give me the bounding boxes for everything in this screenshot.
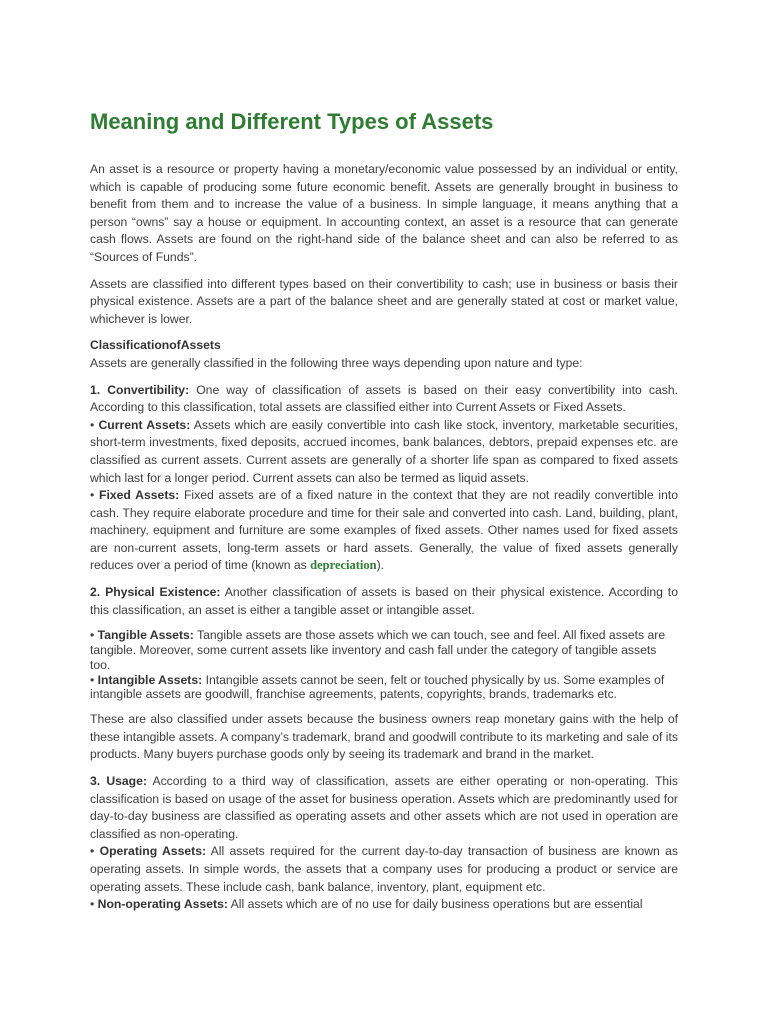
physical-existence-text: Another classification of assets is based on their physical existence. According to this classification, an asset is either a tangible asset or intangible asset.	[90, 585, 678, 617]
bullet-glyph: •	[90, 417, 95, 432]
convertibility-section	[90, 382, 678, 576]
intro-paragraph-2: Assets are classified into different types based on their convertibility to cash; use in business or basis their physical existence. Assets are a part of the balance sheet and are generally stated at cost or market value, whichever is lower.	[90, 276, 678, 326]
bullet-glyph: •	[90, 628, 95, 643]
physical-existence-label: 2. Physical Existence:	[90, 585, 221, 600]
tangible-assets-text: Tangible assets are those assets which we can touch, see and feel. All fixed assets are tangible. Moreover, some current assets like inventory and cash fall under the category of tangible assets too.	[90, 628, 666, 672]
operating-assets-label: Operating Assets:	[99, 844, 207, 859]
tangible-intangible-list	[90, 628, 678, 702]
current-assets-label: Current Assets:	[98, 417, 191, 432]
convertibility-label: 1. Convertibility:	[90, 382, 190, 397]
classification-section	[90, 337, 678, 372]
tangible-assets-label: Tangible Assets:	[97, 628, 194, 643]
non-operating-assets-text: All assets which are of no use for daily business operations but are essential	[227, 897, 643, 912]
intangible-assets-label: Intangible Assets:	[97, 672, 203, 687]
physical-existence-section	[90, 584, 678, 619]
convertibility-text: One way of classification of assets is based on their easy convertibility into cash. According to this classification, total assets are classified either into Current Assets or Fixed Assets.	[90, 382, 679, 415]
intro-paragraph-1: An asset is a resource or property having a monetary/economic value possessed by an individual or entity, which is capable of producing some future economic benefit. Assets are generally brought in business to benefit from them and to increase the value of a business. In simple language, it means anything that a person “owns” say a house or equipment. In accounting context, an asset is a resource that can generate cash flows. Assets are found on the right-hand side of the balance sheet and can also be referred to as “Sources of Funds”.	[90, 162, 678, 264]
depreciation-link[interactable]: depreciation	[310, 558, 377, 573]
bullet-glyph: •	[90, 844, 95, 859]
intangible-assets-text: Intangible assets cannot be seen, felt or touched physically by us. Some examples of intangible assets are goodwill, franchise agreements, patents, copyrights, brands, trademarks etc.	[90, 672, 665, 702]
classification-intro: Assets are generally classified in the following three ways depending upon nature and type:	[90, 355, 583, 370]
usage-text: According to a third way of classification, assets are either operating or non-operating. This classification is based on usage of the asset for business operation. Assets which are predominantly used for day-to-day business are classified as operating assets and other assets which are not used in operation are classified as non-operating.	[90, 774, 678, 841]
non-operating-assets-label: Non-operating Assets:	[97, 897, 228, 912]
fixed-assets-text: Fixed assets are of a fixed nature in the context that they are not readily convertible into cash. They require elaborate procedure and time for their sale and converted into cash. Land, building, plant, machinery, equipment and furniture are some examples of fixed assets. Other names used for fixed assets are non-current assets, long-term assets or hard assets. Generally, the value of fixed assets generally reduces over a period of time (known as	[90, 488, 679, 573]
operating-assets-text: All assets required for the current day-to-day transaction of business are known as operating assets. In simple words, the assets that a company uses for producing a product or service are operating assets. These include cash, bank balance, inventory, plant, equipment etc.	[90, 844, 678, 894]
document-page	[90, 106, 678, 914]
bullet-glyph: •	[90, 672, 95, 687]
bullet-glyph: •	[90, 488, 95, 503]
usage-label: 3. Usage:	[90, 774, 147, 789]
current-assets-text: Assets which are easily convertible into cash like stock, inventory, marketable securities, short-term investments, fixed deposits, accrued incomes, bank balances, debtors, prepaid expenses etc. are classified as current assets. Current assets are generally of a shorter life span as compared to fixed assets which last for a longer period. Current assets can also be termed as liquid assets.	[90, 417, 678, 485]
intangible-followup-paragraph: These are also classified under assets because the business owners reap monetary gains with the help of these intangible assets. A company’s trademark, brand and goodwill contribute to its marketing and sale of its products. Many buyers purchase goods only by seeing its trademark and brand in the market.	[90, 712, 678, 762]
usage-section	[90, 773, 678, 914]
page-title: Meaning and Different Types of Assets	[90, 109, 494, 134]
classification-heading: ClassificationofAssets	[90, 338, 221, 353]
fixed-assets-label: Fixed Assets:	[99, 488, 180, 503]
bullet-glyph: •	[90, 897, 95, 912]
fixed-assets-text-end: ).	[376, 558, 385, 573]
